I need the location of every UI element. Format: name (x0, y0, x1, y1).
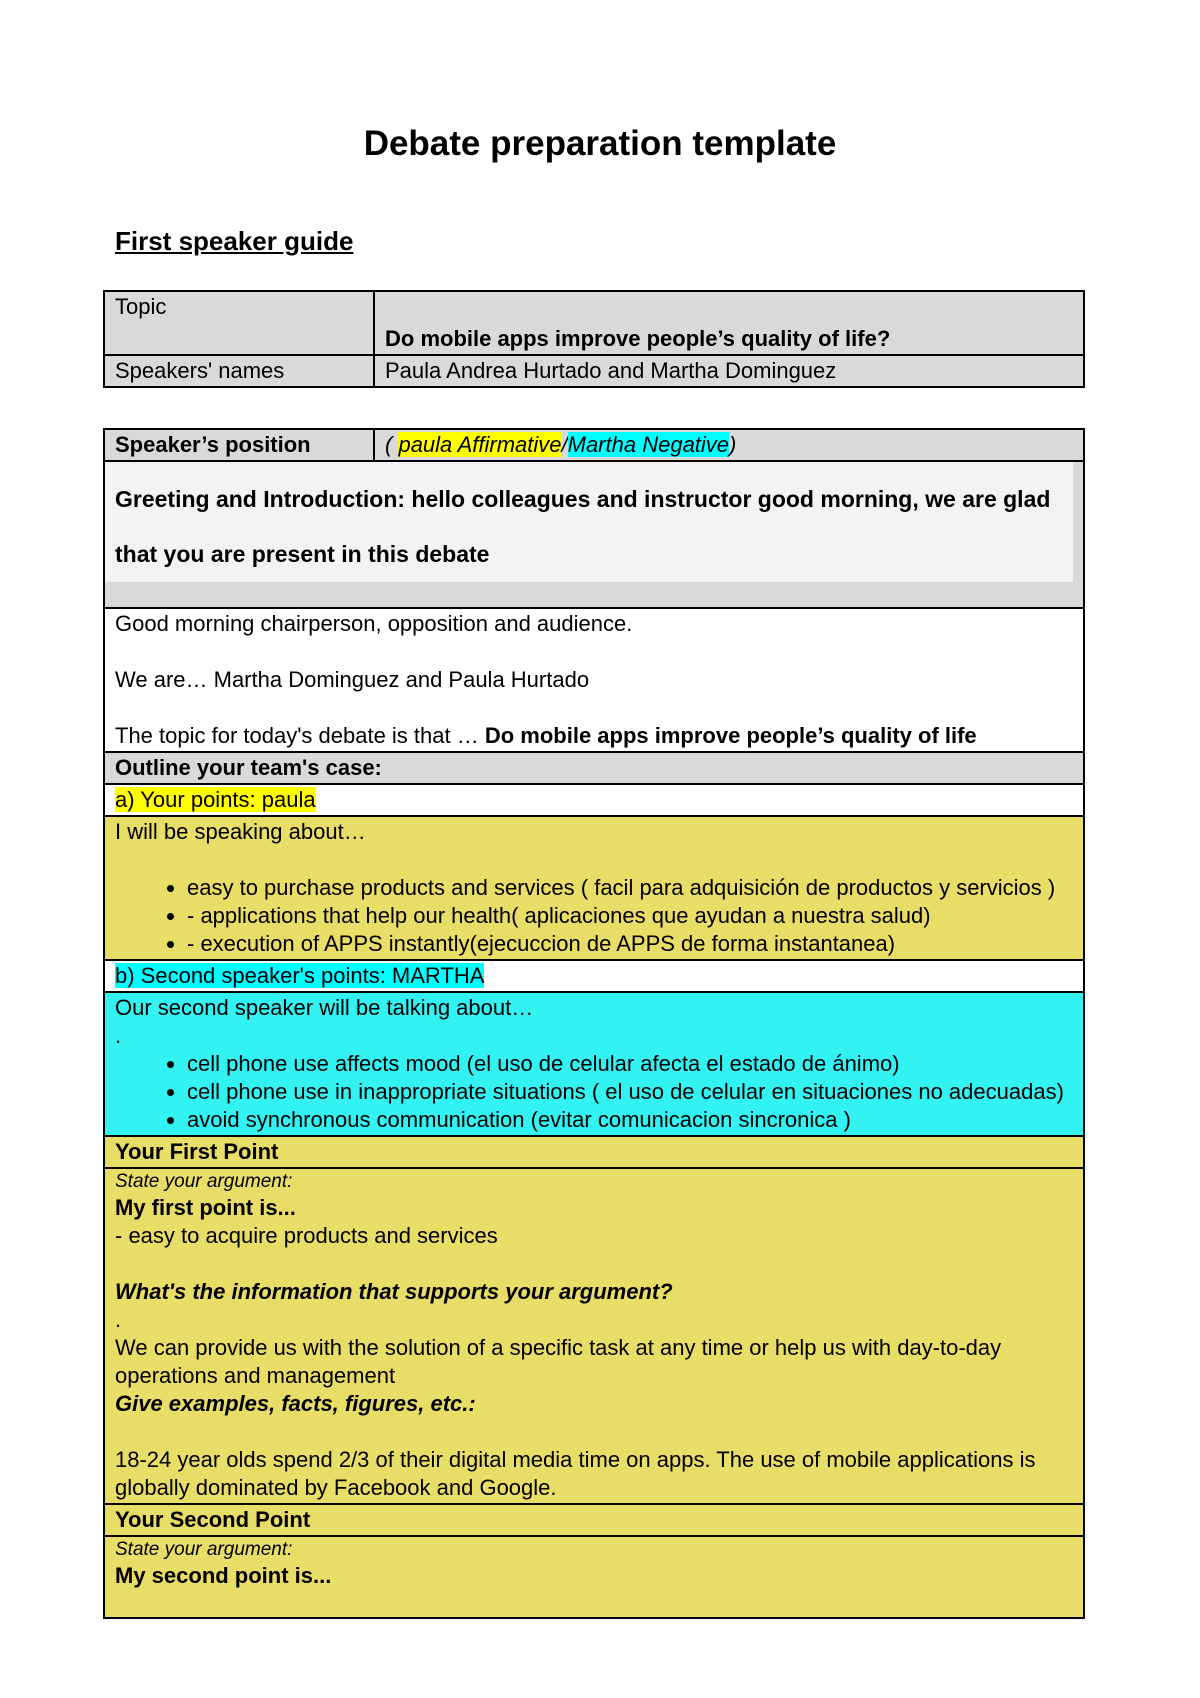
position-close: ) (729, 432, 737, 457)
greeting-box (105, 462, 1073, 582)
topic-value: Do mobile apps improve people’s quality of life? (385, 326, 891, 351)
position-row (104, 429, 1084, 461)
second-points-label: b) Second speaker's points: (115, 963, 392, 988)
topic-label: Topic (115, 294, 167, 319)
section-subtitle: First speaker guide (115, 226, 354, 256)
first-support-text: We can provide us with the solution of a specific task at any time or help us with day-to-day operations and management (115, 1335, 1002, 1388)
first-point-content-row (104, 1168, 1084, 1504)
first-support-dot: . (115, 1307, 122, 1332)
topic-table (103, 290, 1085, 388)
speakers-value: Paula Andrea Hurtado and Martha Dominguez (385, 358, 837, 383)
your-points-content-row (104, 816, 1084, 960)
outline-label: Outline your team's case: (115, 755, 382, 780)
your-points-label: a) Your points: paula (115, 787, 316, 812)
speaking-about: I will be speaking about… (115, 819, 366, 844)
first-my-point: My first point is... (115, 1195, 296, 1220)
greeting-text: hello colleagues and instructor good morning, we are glad that you are present in this debate (115, 486, 1051, 567)
position-open: ( (385, 432, 399, 457)
first-state-argument: State your argument: (115, 1171, 293, 1192)
second-points-name: MARTHA (391, 963, 485, 988)
page-title: Debate preparation template (363, 124, 837, 163)
second-points-content-row (104, 992, 1084, 1136)
your-points-row (104, 784, 1084, 816)
first-support-question: What's the information that supports your argument? (115, 1279, 673, 1304)
list-item: • cell phone use affects mood (el uso de celular afecta el estado de ánimo) (187, 1050, 1073, 1078)
second-my-point: My second point is... (115, 1563, 332, 1588)
second-state-argument: State your argument: (115, 1539, 293, 1560)
speech-table (103, 428, 1085, 1619)
first-point-text: - easy to acquire products and services (115, 1223, 498, 1248)
second-point-content-row (104, 1536, 1084, 1618)
first-examples-label: Give examples, facts, figures, etc.: (115, 1391, 476, 1416)
intro-topic-bold: Do mobile apps improve people’s quality of life (484, 723, 977, 748)
intro-row (104, 608, 1084, 752)
position-slash: / (561, 432, 568, 457)
position-negative: Martha Negative (567, 432, 730, 457)
outline-row (104, 752, 1084, 784)
list-item: • easy to purchase products and services ( facil para adquisición de productos y servicios ) (187, 874, 1073, 902)
intro-line-2: We are… Martha Dominguez and Paula Hurtado (115, 667, 590, 692)
list-item: • cell phone use in inappropriate situations ( el uso de celular en situaciones no adecuadas) (187, 1078, 1073, 1106)
second-point-header-row (104, 1504, 1084, 1536)
speakers-row (104, 355, 1084, 387)
list-item: • - applications that help our health( aplicaciones que ayudan a nuestra salud) (187, 902, 1073, 930)
position-label: Speaker’s position (115, 432, 311, 457)
second-point-label: Your Second Point (115, 1507, 311, 1532)
topic-row (104, 291, 1084, 355)
second-points-row (104, 960, 1084, 992)
list-item: • - execution of APPS instantly(ejecuccion de APPS de forma instantanea) (187, 930, 1073, 958)
intro-topic-prefix: The topic for today's debate is that … (115, 723, 485, 748)
second-talking: Our second speaker will be talking about… (115, 995, 534, 1020)
greeting-row (104, 461, 1084, 608)
first-speaker-points (115, 874, 1073, 958)
first-examples-text: 18-24 year olds spend 2/3 of their digital media time on apps. The use of mobile applications is globally dominated by Facebook and Google. (115, 1447, 1036, 1500)
position-affirmative: paula Affirmative (398, 432, 562, 457)
intro-line-1: Good morning chairperson, opposition and audience. (115, 611, 633, 636)
first-point-label: Your First Point (115, 1139, 279, 1164)
first-point-header-row (104, 1136, 1084, 1168)
greeting-label: Greeting and Introduction: (115, 486, 406, 512)
list-item: • avoid synchronous communication (evitar comunicacion sincronica ) (187, 1106, 1073, 1134)
second-speaker-points (115, 1050, 1073, 1134)
intro-topic (115, 722, 1073, 750)
second-dot: . (115, 1023, 122, 1048)
speakers-label: Speakers' names (115, 358, 285, 383)
